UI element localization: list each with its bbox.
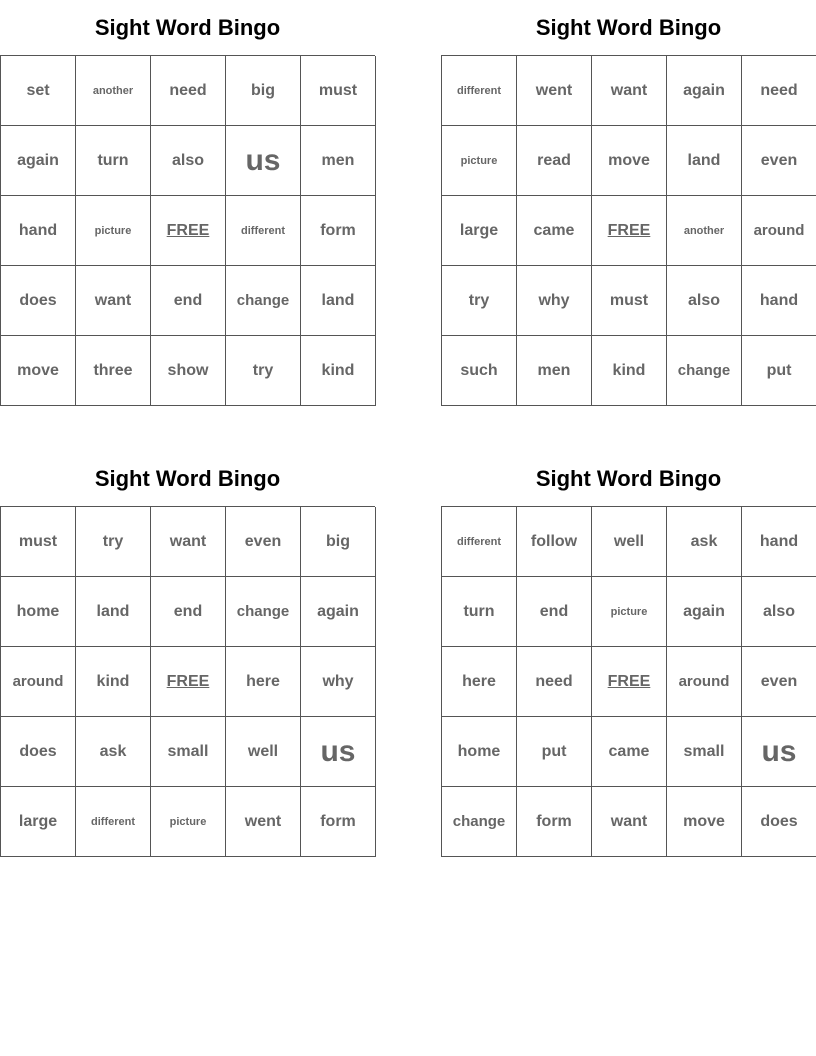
bingo-cell: even	[742, 647, 816, 717]
free-space: FREE	[592, 647, 667, 717]
bingo-card-4	[441, 451, 816, 857]
bingo-cell: form	[517, 787, 592, 857]
bingo-cell: move	[1, 336, 76, 406]
bingo-cell: around	[1, 647, 76, 717]
bingo-cell: again	[667, 577, 742, 647]
bingo-cell: follow	[517, 507, 592, 577]
bingo-cell: here	[442, 647, 517, 717]
bingo-cell: try	[442, 266, 517, 336]
bingo-cell: must	[592, 266, 667, 336]
bingo-cell: hand	[742, 507, 816, 577]
bingo-cell: went	[226, 787, 301, 857]
bingo-cell: again	[301, 577, 376, 647]
bingo-cell: kind	[301, 336, 376, 406]
bingo-cell: land	[76, 577, 151, 647]
bingo-cell: change	[226, 577, 301, 647]
bingo-cell: want	[76, 266, 151, 336]
bingo-cell: picture	[592, 577, 667, 647]
bingo-cell: turn	[442, 577, 517, 647]
bingo-cell: came	[592, 717, 667, 787]
bingo-cell: here	[226, 647, 301, 717]
bingo-cell: want	[151, 507, 226, 577]
bingo-cell: put	[742, 336, 816, 406]
bingo-grid	[0, 55, 375, 406]
bingo-cell: end	[151, 266, 226, 336]
bingo-cell: big	[301, 507, 376, 577]
free-space: FREE	[151, 196, 226, 266]
bingo-cell: move	[592, 126, 667, 196]
bingo-cell: large	[1, 787, 76, 857]
free-space: FREE	[592, 196, 667, 266]
bingo-cell: picture	[151, 787, 226, 857]
bingo-card-1	[0, 0, 375, 406]
bingo-cell: change	[226, 266, 301, 336]
bingo-cell: turn	[76, 126, 151, 196]
bingo-cell: change	[667, 336, 742, 406]
bingo-cell: small	[151, 717, 226, 787]
bingo-grid	[441, 55, 816, 406]
card-title: Sight Word Bingo	[94, 15, 281, 40]
bingo-cell: hand	[1, 196, 76, 266]
bingo-cell: came	[517, 196, 592, 266]
bingo-cell: us	[226, 126, 301, 196]
bingo-cell: small	[667, 717, 742, 787]
bingo-cell: does	[1, 717, 76, 787]
bingo-cell: does	[742, 787, 816, 857]
bingo-cell: us	[301, 717, 376, 787]
bingo-cell: three	[76, 336, 151, 406]
bingo-cell: end	[151, 577, 226, 647]
bingo-cell: home	[1, 577, 76, 647]
bingo-cell: must	[1, 507, 76, 577]
bingo-cell: kind	[76, 647, 151, 717]
bingo-cell: form	[301, 787, 376, 857]
card-title: Sight Word Bingo	[535, 15, 722, 40]
bingo-card-2	[441, 0, 816, 406]
bingo-cell: around	[742, 196, 816, 266]
bingo-cell: want	[592, 56, 667, 126]
bingo-cell: also	[667, 266, 742, 336]
bingo-cell: need	[517, 647, 592, 717]
bingo-cell: such	[442, 336, 517, 406]
bingo-cell: went	[517, 56, 592, 126]
bingo-cell: land	[667, 126, 742, 196]
bingo-cell: ask	[76, 717, 151, 787]
bingo-cell: need	[151, 56, 226, 126]
free-space: FREE	[151, 647, 226, 717]
bingo-cell: men	[301, 126, 376, 196]
bingo-cell: want	[592, 787, 667, 857]
bingo-cell: form	[301, 196, 376, 266]
bingo-cell: large	[442, 196, 517, 266]
bingo-cell: us	[742, 717, 816, 787]
bingo-cell: men	[517, 336, 592, 406]
bingo-grid	[441, 506, 816, 857]
bingo-cell: different	[226, 196, 301, 266]
bingo-cell: ask	[667, 507, 742, 577]
bingo-cell: read	[517, 126, 592, 196]
bingo-cell: put	[517, 717, 592, 787]
bingo-cell: even	[742, 126, 816, 196]
bingo-cell: around	[667, 647, 742, 717]
bingo-cell: picture	[76, 196, 151, 266]
bingo-cell: need	[742, 56, 816, 126]
bingo-cell: big	[226, 56, 301, 126]
bingo-grid	[0, 506, 375, 857]
bingo-cell: try	[76, 507, 151, 577]
bingo-cell: why	[517, 266, 592, 336]
bingo-cell: picture	[442, 126, 517, 196]
bingo-cell: must	[301, 56, 376, 126]
bingo-cell: show	[151, 336, 226, 406]
bingo-cell: does	[1, 266, 76, 336]
bingo-cell: kind	[592, 336, 667, 406]
bingo-cell: why	[301, 647, 376, 717]
bingo-cell: another	[667, 196, 742, 266]
bingo-cell: move	[667, 787, 742, 857]
card-title: Sight Word Bingo	[94, 466, 281, 491]
bingo-cell: different	[442, 56, 517, 126]
bingo-cell: also	[151, 126, 226, 196]
bingo-cell: land	[301, 266, 376, 336]
bingo-cell: different	[76, 787, 151, 857]
bingo-cell: try	[226, 336, 301, 406]
bingo-cell: change	[442, 787, 517, 857]
bingo-cell: well	[592, 507, 667, 577]
bingo-cell: end	[517, 577, 592, 647]
bingo-cell: another	[76, 56, 151, 126]
card-title: Sight Word Bingo	[535, 466, 722, 491]
bingo-cell: again	[1, 126, 76, 196]
bingo-cell: again	[667, 56, 742, 126]
bingo-cell: even	[226, 507, 301, 577]
bingo-cell: also	[742, 577, 816, 647]
bingo-cell: hand	[742, 266, 816, 336]
bingo-cell: different	[442, 507, 517, 577]
bingo-cell: home	[442, 717, 517, 787]
bingo-cell: well	[226, 717, 301, 787]
bingo-card-3	[0, 451, 375, 857]
bingo-cell: set	[1, 56, 76, 126]
